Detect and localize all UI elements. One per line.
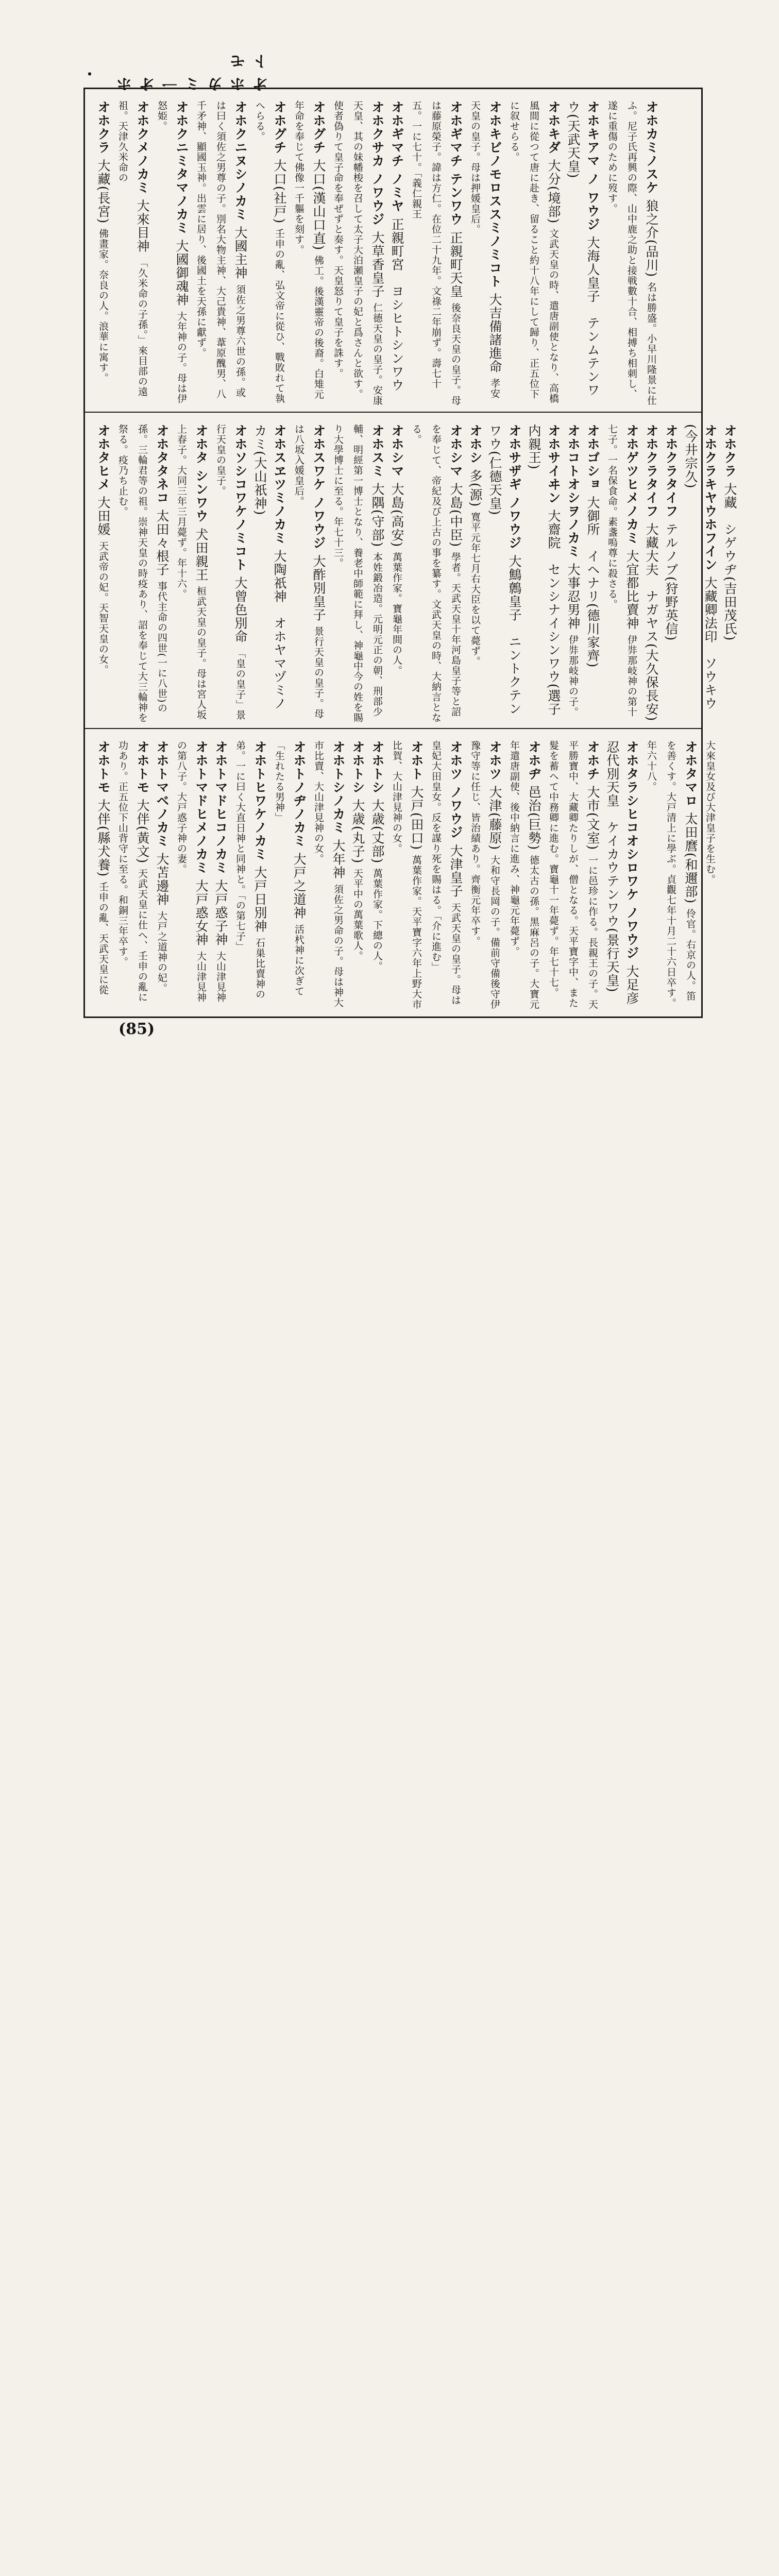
entry-name: 大御所 イヘナリ(德川家齊)	[585, 496, 600, 668]
dictionary-entry	[504, 740, 544, 1011]
entry-headword: オホギマチ テンワウ	[448, 100, 463, 231]
entry-gloss: 天武帝の妃。天智天皇の女。	[97, 540, 109, 675]
dictionary-entry	[250, 424, 289, 723]
entry-headword: オホギマチ ノミヤ	[390, 100, 404, 218]
entry-headword: オホトマドヒメノカミ	[194, 740, 209, 879]
dictionary-entry	[93, 424, 113, 723]
entry-gloss: 天武天皇に仕へ、壬申の亂に功あり。正五位下山背守に至る。和銅三年卒す。	[117, 740, 148, 1003]
entry-headword: オホトヒワケノカミ	[252, 740, 267, 866]
entry-headword: オホタヒメ	[96, 424, 111, 496]
entry-name: 大國御魂神	[174, 239, 189, 311]
entry-headword: オホグチ	[272, 100, 287, 159]
dictionary-entry	[230, 740, 269, 1011]
dictionary-entry	[720, 424, 739, 723]
entry-name: 太田々根子	[155, 509, 170, 581]
dictionary-entry	[544, 740, 602, 1011]
dictionary-entry	[191, 100, 250, 406]
entry-gloss: 大山津見神	[215, 951, 226, 1003]
entry-gloss: 本姓鍛冶造。元明元正の朝、刑部少輔、明經第一博士となり、養老中師範に拜し、神龜中今の姓を賜り大學博士に至る。年七十三。	[332, 424, 383, 723]
entry-name: 大戸惑子神	[213, 879, 228, 951]
entry-name: 太田麿(和邇部)	[683, 812, 698, 909]
entry-gloss: 活杙神に次ぎて「生れたる男神」	[274, 740, 304, 996]
entry-headword: オホシ	[468, 424, 483, 469]
entry-headword: オホカミノスケ	[644, 100, 659, 199]
entry-gloss: 大來皇女及び大津皇子を生む。	[704, 740, 716, 885]
dictionary-entry	[700, 740, 720, 1011]
entry-headword: オホトシノカミ	[331, 740, 346, 839]
entry-gloss: 伊弉那岐神の第十七子。一名保食命。素盞嗚尊に殺さる。	[606, 424, 637, 717]
dictionary-entry	[583, 424, 602, 723]
entry-headword: オホタラシヒコオシロワケ ノワウジ	[624, 740, 639, 965]
dictionary-entry	[211, 740, 230, 1011]
entry-headword: オホトシ	[350, 740, 365, 799]
entry-gloss: 天武天皇の皇子。母は皇妃大田皇女。反を謀り死を賜はる。「介に進む」	[430, 740, 461, 1006]
dictionary-entry	[328, 100, 387, 406]
dictionary-entry	[93, 740, 113, 1011]
entry-name: 大苫邊神	[155, 852, 170, 911]
entry-headword: オホキアマ ノ ワウジ	[585, 100, 600, 236]
dictionary-entry	[348, 740, 367, 1011]
entry-name: 大來目神	[135, 199, 150, 258]
dictionary-entry	[465, 100, 504, 406]
entry-headword: オホトマベノカミ	[155, 740, 170, 853]
entry-gloss: 壬申の亂、弘文帝に從ひ、戰敗れて執へらる。	[254, 100, 285, 404]
entry-headword: オホヂ	[527, 740, 541, 786]
entry-headword: オホキビノモロススミノミコト	[487, 100, 502, 293]
entry-name: 多(源)	[468, 469, 483, 512]
dictionary-entry	[602, 100, 661, 406]
entry-name: 大田媛	[96, 496, 111, 541]
dictionary-entry	[172, 424, 211, 723]
entry-gloss: 伊弉那岐神の子。	[567, 634, 579, 717]
entry-headword: オホト	[409, 740, 424, 786]
entry-name: 大市(文室)	[585, 785, 600, 855]
entry-headword: オホトノヂノカミ	[292, 740, 307, 853]
dictionary-entry	[113, 100, 152, 406]
dictionary-entry	[93, 100, 113, 406]
entry-gloss: 文武天皇の時、遣唐副使となり、高橋風間に從つて唐に赴き、留ること約十八年にして歸り、正五位下に叙せらる。	[509, 100, 559, 404]
entry-headword: オホツ	[487, 740, 502, 786]
entry-gloss: 大和守長岡の子。備前守備後守伊豫守等に任じ、皆治績あり。齊衡元年卒す。	[469, 740, 500, 1010]
entry-column-group	[93, 424, 739, 723]
entry-headword: オホシマ	[448, 424, 463, 483]
entry-headword: オホツ ノワウジ	[448, 740, 463, 844]
dictionary-band-bottom	[85, 729, 716, 1016]
dictionary-band-middle	[85, 413, 737, 729]
entry-headword: オホトシ	[370, 740, 385, 799]
dictionary-entry	[407, 100, 465, 406]
entry-headword: オホスヱツミノカミ	[272, 424, 287, 550]
entry-name: 大宜都比賣神	[624, 549, 639, 635]
entry-headword: オホクラ	[722, 424, 737, 483]
running-head: オホカミ一オホトモ	[109, 52, 268, 92]
entry-gloss: 寛平元年七月右大臣を以て薨ず。	[469, 512, 481, 667]
dictionary-entry	[152, 100, 191, 406]
entry-gloss: 「久米命の子孫。」來目部の遠祖。天津久米命の	[117, 100, 148, 397]
entry-headword: オホトモ	[135, 740, 150, 799]
dictionary-entry	[504, 100, 563, 406]
entry-name: 大戸之道神	[292, 852, 307, 924]
entry-name: 大國主神	[233, 226, 248, 284]
dictionary-entry	[465, 740, 504, 1011]
entry-gloss: 佛畫家。奈良の人。浪華に寓す。	[97, 228, 109, 383]
entry-name: 大歳(丸子)	[350, 799, 365, 869]
entry-headword: オホタ シンワウ	[194, 424, 209, 528]
dictionary-entry	[367, 740, 387, 1011]
entry-headword: オホゴショ	[585, 424, 600, 496]
entry-name: 大島(高安)	[390, 482, 404, 552]
entry-headword: オホクラ	[96, 100, 111, 159]
dictionary-entry	[563, 424, 583, 723]
entry-gloss: 後奈良天皇の皇子。母は藤原榮子。諱は方仁。在位二十九年。文祿二年崩ず。壽七十五。一に七十。「義仁親王	[411, 100, 461, 406]
entry-name: 大口(漢山口直)	[311, 159, 326, 256]
entry-gloss: 萬葉作家。下總の人。	[371, 868, 383, 972]
entry-gloss: 仁德天皇の皇子。安康天皇、其の妹幡梭を召して太子大泊瀬皇子の妃と爲さんと欲す。使者偽りて皇子命を奉ぜずと奏す。天皇怒りて皇子を誅す。	[332, 100, 383, 406]
entry-name: 大戸惑女神	[194, 879, 209, 951]
entry-headword: オホコトオシヲノカミ	[566, 424, 581, 563]
entry-gloss: 須佐之男命の子。母は神大市比賣、大山津見神の女。	[313, 740, 344, 1008]
entry-gloss: 學者。天武天皇十年河島皇子等と詔を奉じて、帝紀及び上古の事を纂す。文武天皇の時、大納言となる。	[411, 424, 461, 723]
dictionary-band-top	[85, 89, 701, 413]
entry-headword: オホクラタイフ	[644, 424, 659, 523]
entry-gloss: 萬葉作家。寶龜年間の人。	[391, 552, 402, 676]
dictionary-entry	[309, 740, 348, 1011]
entry-name: 正親町天皇	[448, 231, 463, 303]
dictionary-entry	[524, 424, 563, 723]
entry-name: 大伴(縣犬養)	[96, 799, 111, 882]
dictionary-entry	[387, 740, 426, 1011]
entry-gloss: 佛工。後漢靈帝の後裔。白雉元年命を奉じて佛像一千軀を刻す。	[293, 100, 324, 400]
entry-gloss: 天平中の萬葉歌人。	[352, 868, 363, 961]
entry-name: 大海人皇子 テンムテンワウ(天武天皇)	[566, 100, 600, 397]
entry-name: テルノブ(狩野英信)	[664, 522, 679, 641]
entry-headword: オホサザギ ノワウジ	[507, 424, 522, 555]
entry-name: 大伴(黃文)	[135, 799, 150, 869]
dictionary-entry	[328, 424, 387, 723]
entry-gloss: 名は勝盛。小早川隆景に仕ふ。尼子氏再興の際、山中鹿之助と接戦數十合、相搏ち相刺し、遂に重傷のために歿す。	[606, 100, 657, 406]
entry-name: 犬田親王	[194, 528, 209, 586]
dictionary-entry	[211, 424, 250, 723]
entry-headword: オホトマドヒコノカミ	[213, 740, 228, 879]
entry-name: 大戸日別神	[252, 866, 267, 938]
entry-headword: オホスワケ ノワウジ	[311, 424, 326, 555]
entry-name: 大津(藤原)	[487, 785, 502, 855]
entry-headword: オホチ	[585, 740, 600, 786]
entry-headword: オホクメノカミ	[135, 100, 150, 199]
entry-name: 正親町宮 ヨシヒトシンワウ	[390, 217, 404, 392]
entry-name: 大藏大夫 ナガヤス(大久保長安)	[644, 522, 659, 722]
entry-gloss: 萬葉作家。天平寶字六年上野大市比賀、大山津見神の女。	[391, 740, 422, 1010]
entry-name: 大戸(田口)	[409, 785, 424, 855]
entry-name: 大島(中臣)	[448, 482, 463, 552]
dictionary-entry	[661, 424, 681, 723]
entry-headword: オホトモ	[96, 740, 111, 799]
dictionary-entry	[250, 100, 289, 406]
entry-name: 大藏(長宮)	[96, 159, 111, 229]
entry-headword: オホキダ	[546, 100, 561, 159]
entry-gloss: 伶官。右京の人。笛を善くす。大戸清上に學ぶ。貞觀七年十月二十六日卒す。年六十八。	[646, 740, 696, 1008]
entry-headword: オホクラタイフ	[664, 424, 679, 523]
dictionary-entry	[152, 740, 172, 1011]
entry-name: 大齋院 センシナイシンワウ(選子内親王)	[527, 424, 561, 716]
entry-headword: オホスミ	[370, 424, 385, 483]
entry-name: 大藏 シゲウヂ(吉田茂氏)	[722, 482, 737, 641]
entry-name: 大隅(守部)	[370, 482, 385, 552]
entry-name: 大藏卿法印 ソウキウ(今井宗久)	[683, 424, 718, 710]
entry-gloss: 大年神の子。母は伊怒姫。	[156, 100, 187, 404]
dictionary-entry	[641, 740, 700, 1011]
entry-gloss: 石巣比賣神の弟。一に曰く大直日神と同神と。「の第七子」	[234, 740, 265, 999]
dictionary-entry	[172, 740, 211, 1011]
entry-name: 大酢別皇子	[311, 554, 326, 626]
entry-column-group	[93, 100, 661, 406]
entry-gloss: 孝安天皇の皇子。母は押媛皇后。	[469, 100, 500, 399]
dictionary-entry	[641, 424, 661, 723]
entry-gloss: 「皇の皇子」景行天皇の皇子。	[215, 424, 246, 720]
entry-name: 大年神	[331, 839, 346, 884]
entry-gloss: 大戸之道神の妃。	[156, 910, 167, 993]
entry-gloss: 德太古の孫。黑麻呂の子。大寶元年遣唐副使、後中納言に進み、神龜元年薨ず。	[509, 740, 539, 1010]
entry-gloss: 桓武天皇の皇子。母は宮人坂上春子。大同三年三月薨ず。年十六。	[176, 424, 207, 720]
dictionary-entry	[113, 424, 172, 723]
entry-name: 大口(社戸)	[272, 159, 287, 229]
dictionary-entry	[563, 100, 602, 406]
page-number: (85)	[118, 1020, 155, 1038]
entry-headword: オホサイヰン	[546, 424, 561, 510]
entry-name: 大足彦忍代別天皇 ケイカウテンワウ(景行天皇)	[605, 740, 639, 1005]
entry-headword: オホゲツヒメノカミ	[624, 424, 639, 550]
entry-headword: オホシマ	[390, 424, 404, 483]
dictionary-entry	[289, 424, 328, 723]
header-dot: ・	[82, 66, 97, 83]
entry-headword: オホクラキヤウホフイン	[703, 424, 718, 577]
dictionary-entry	[289, 100, 328, 406]
dictionary-entry	[485, 424, 524, 723]
entry-headword: オホタマロ	[683, 740, 698, 812]
entry-headword: オホクニヌシノカミ	[233, 100, 248, 226]
running-header	[82, 52, 268, 92]
entry-headword: オホクニミタマノカミ	[174, 100, 189, 240]
dictionary-entry	[602, 740, 641, 1011]
dictionary-entry	[387, 424, 407, 723]
dictionary-entry	[465, 424, 485, 723]
dictionary-entry	[387, 100, 407, 406]
entry-gloss: 大山津見神の第八子。大戸惑子神の妻。	[176, 740, 207, 1003]
dictionary-entry	[407, 424, 465, 723]
entry-name: 大分(境部)	[546, 159, 561, 229]
dictionary-entry	[269, 740, 309, 1011]
entry-headword: オホタタネコ	[155, 424, 170, 510]
entry-name: 大津皇子	[448, 844, 463, 903]
entry-headword: オホソシコワケノミコト	[233, 424, 248, 577]
entry-name: 大鷦鷯皇子 ニントクテンワウ(仁德天皇)	[487, 424, 522, 716]
dictionary-entry	[113, 740, 152, 1011]
dictionary-frame	[83, 88, 737, 1018]
entry-gloss: 壬申の亂、天武天皇に從	[97, 882, 109, 995]
entry-name: 大草香皇子	[370, 231, 385, 303]
entry-name: 大陶祇神 オホヤマヅミノカミ(大山祇神)	[252, 424, 287, 710]
entry-gloss: 事代主命の四世(一に八世)の孫。三輪君等の祖。崇神天皇の時疫あり、詔を奉じて大三輪神を祭る。疫乃ち止む。	[117, 424, 167, 723]
dictionary-entry	[426, 740, 465, 1011]
entry-headword: オホグチ	[311, 100, 326, 159]
dictionary-entry	[602, 424, 641, 723]
entry-gloss: 一に邑珍に作る。長親王の子。天平勝寶中、大藏卿たりしが、僧となる。天平寶字中、また髮を蓄へて中務卿に進む。寶龜十一年薨ず。年七十七。	[548, 740, 598, 1010]
entry-name: 狼之介(品川)	[644, 199, 659, 282]
entry-headword: オホクサカ ノワウジ	[370, 100, 385, 231]
entry-gloss: 景行天皇の皇子。母は八坂入媛皇后。	[293, 424, 324, 719]
entry-name: 大吉備諸進命	[487, 293, 502, 378]
entry-gloss: 須佐之男尊六世の孫。或は曰く須佐之男尊の子。別名大物主神、大己貴神、葦原醜男、八千矛神、顯國玉神。出雲に居り、後國土を天孫に獻ず。	[195, 100, 246, 399]
entry-column-group	[93, 740, 720, 1011]
entry-name: 大歳(丈部)	[370, 799, 385, 869]
entry-name: 大事忍男神	[566, 563, 581, 635]
entry-name: 邑治(巨勢)	[527, 785, 541, 855]
entry-name: 大曾色別命	[233, 576, 248, 648]
dictionary-entry	[681, 424, 720, 723]
